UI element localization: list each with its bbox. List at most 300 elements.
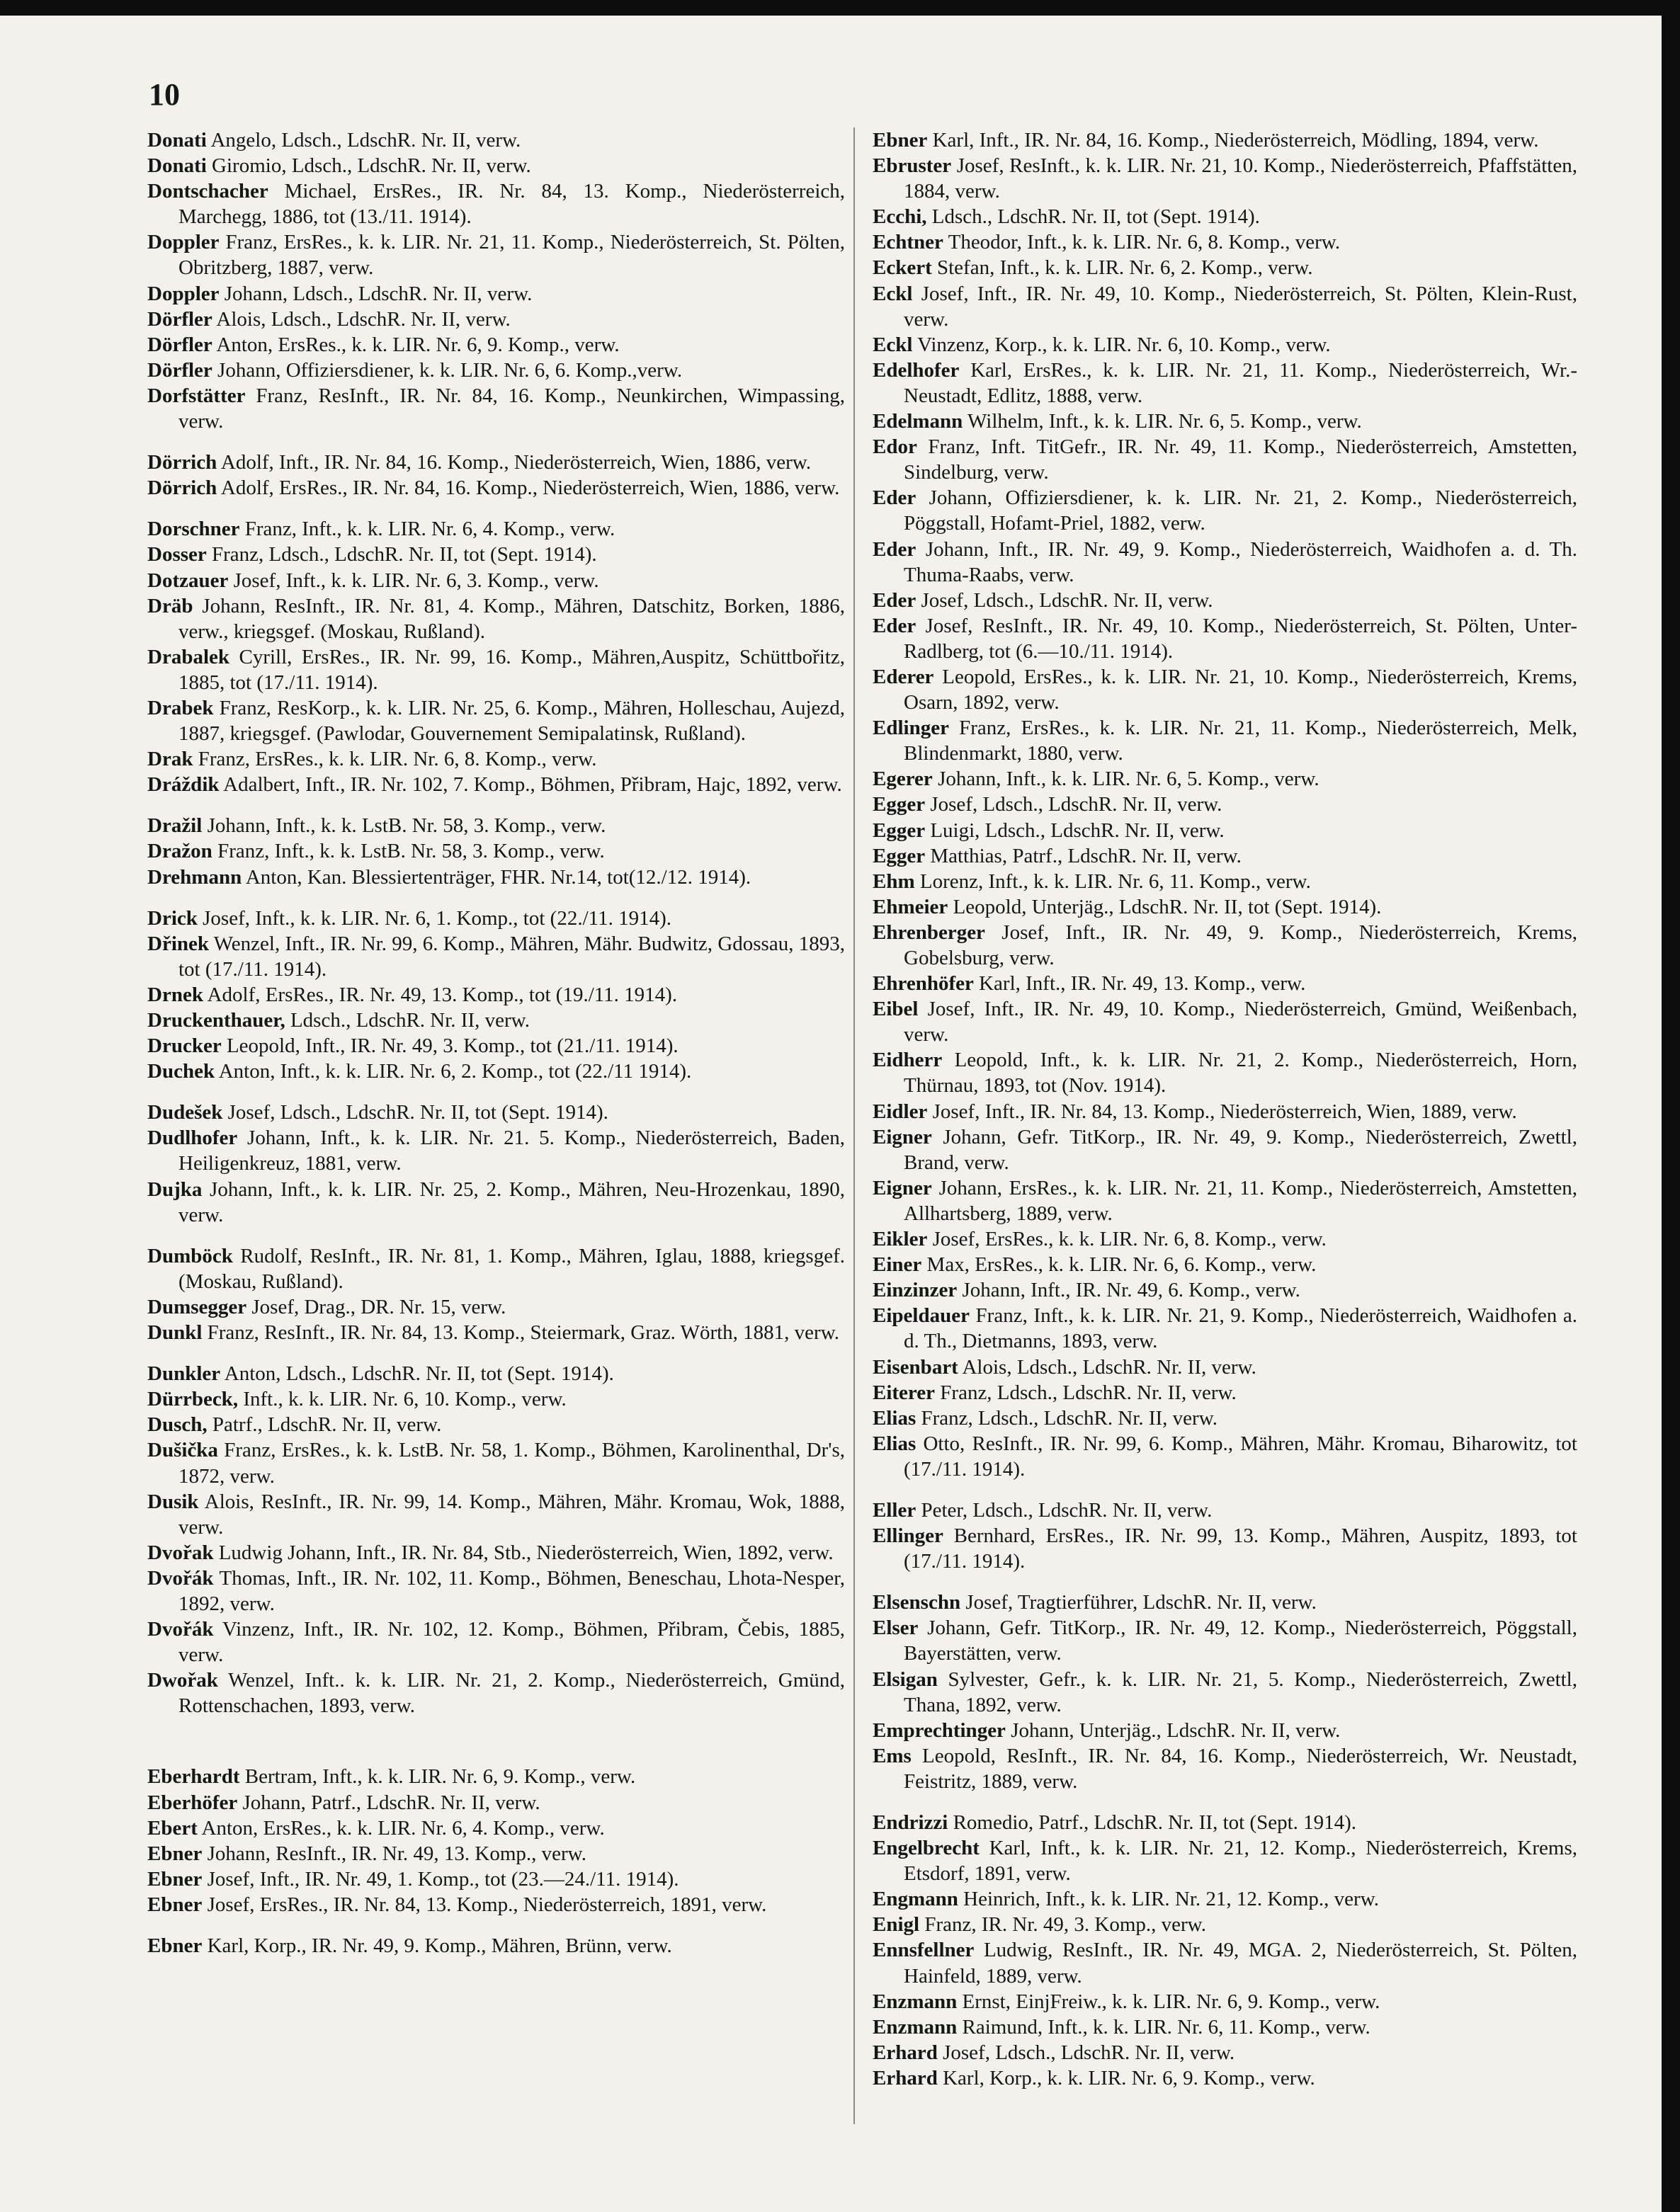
entry-surname: Egger: [873, 819, 926, 842]
entry-surname: Eckl: [873, 333, 913, 356]
entry-surname: Doppler: [147, 231, 220, 254]
list-entry: [873, 1743, 1577, 1794]
entry-details: Karl, Korp., k. k. LIR. Nr. 6, 9. Komp., verw.: [937, 2066, 1315, 2090]
list-entry: [873, 1406, 1577, 1431]
list-entry: [147, 383, 845, 434]
entry-surname: Drabalek: [147, 645, 229, 668]
entry-surname: Dražil: [147, 814, 203, 838]
list-entry: [147, 1815, 845, 1841]
entry-surname: Elsenschn: [873, 1591, 961, 1614]
entry-surname: Eidherr: [873, 1049, 943, 1072]
entry-surname: Dunkl: [147, 1321, 203, 1345]
entry-details: Karl, Inft., IR. Nr. 84, 16. Komp., Niederösterreich, Mödling, 1894, verw.: [927, 129, 1539, 152]
list-entry: [147, 982, 845, 1008]
entry-details: Johann, Inft., k. k. LIR. Nr. 6, 5. Komp., verw.: [932, 768, 1319, 791]
entry-details: Josef, Ldsch., LdschR. Nr. II, verw.: [925, 793, 1222, 816]
entry-details: Johann, Inft., k. k. LstB. Nr. 58, 3. Komp., verw.: [202, 814, 606, 838]
entry-surname: Enzmann: [873, 1990, 958, 2013]
entry-details: Karl, Inft., k. k. LIR. Nr. 21, 12. Komp., Niederösterreich, Krems, Etsdorf, 1891, verw.: [904, 1837, 1577, 1886]
entry-details: Josef, Ldsch., LdschR. Nr. II, tot (Sept. 1914).: [222, 1101, 608, 1124]
list-entry: [147, 1361, 845, 1386]
list-entry: [873, 281, 1577, 332]
entry-surname: Eigner: [873, 1176, 932, 1199]
list-entry: [873, 1124, 1577, 1175]
list-entry: [147, 746, 845, 772]
list-entry: [147, 1566, 845, 1617]
entry-surname: Elsigan: [873, 1667, 938, 1691]
list-entry: [873, 792, 1577, 817]
entry-details: Romedio, Patrf., LdschR. Nr. II, tot (Sept. 1914).: [948, 1811, 1357, 1834]
entry-surname: Edelmann: [873, 410, 963, 433]
entry-details: Karl, Korp., IR. Nr. 49, 9. Komp., Mähren, Brünn, verw.: [202, 1934, 672, 1957]
entry-surname: Engmann: [873, 1888, 958, 1911]
entry-surname: Ebner: [147, 1893, 203, 1916]
list-entry: [147, 568, 845, 593]
entry-details: Johann, Offiziersdiener, k. k. LIR. Nr. 6, 6. Komp.,verw.: [212, 358, 683, 382]
entry-details: Wilhelm, Inft., k. k. LIR. Nr. 6, 5. Komp., verw.: [963, 410, 1362, 433]
entry-surname: Dorschner: [147, 518, 240, 541]
entry-surname: Dürrbeck,: [147, 1388, 239, 1411]
list-entry: [147, 1125, 845, 1176]
entry-details: Anton, ErsRes., k. k. LIR. Nr. 6, 9. Komp., verw.: [212, 333, 620, 356]
list-entry: [873, 1615, 1577, 1666]
entry-details: Alois, ResInft., IR. Nr. 99, 14. Komp., Mähren, Mähr. Kromau, Wok, 1888, verw.: [178, 1490, 845, 1539]
right-column: [873, 127, 1577, 2091]
entry-details: Ldsch., LdschR. Nr. II, verw.: [285, 1009, 530, 1032]
entry-details: Franz, Inft., k. k. LIR. Nr. 21, 9. Komp., Niederösterreich, Waidhofen a. d. Th., Dietmanns, 1893, verw.: [904, 1304, 1577, 1353]
list-entry: [147, 1033, 845, 1059]
list-entry: [873, 894, 1577, 920]
entry-details: Matthias, Patrf., LdschR. Nr. II, verw.: [925, 844, 1242, 867]
entry-details: Luigi, Ldsch., LdschR. Nr. II, verw.: [925, 819, 1225, 842]
list-entry: [873, 1355, 1577, 1380]
entry-surname: Doppler: [147, 282, 220, 305]
entry-details: Sylvester, Gefr., k. k. LIR. Nr. 21, 5. Komp., Niederösterreich, Zwettl, Thana, 1892, verw.: [904, 1667, 1577, 1716]
list-entry: [147, 358, 845, 383]
entry-surname: Ennsfellner: [873, 1939, 975, 1962]
entry-details: Karl, ErsRes., k. k. LIR. Nr. 21, 11. Komp., Niederösterreich, Wr.-Neustadt, Edlitz, 1888, verw.: [904, 358, 1577, 407]
entry-details: Theodor, Inft., k. k. LIR. Nr. 6, 8. Komp., verw.: [943, 231, 1341, 254]
entry-surname: Ehrenhöfer: [873, 972, 974, 996]
entry-details: Bertram, Inft., k. k. LIR. Nr. 6, 9. Komp., verw.: [239, 1765, 636, 1789]
list-entry: [873, 1835, 1577, 1886]
entry-surname: Dräb: [147, 594, 193, 617]
entry-details: Franz, ErsRes., k. k. LIR. Nr. 21, 11. Komp., Niederösterreich, Melk, Blindenmarkt, 1880, verw.: [904, 717, 1577, 765]
entry-surname: Ebner: [147, 1842, 203, 1865]
entry-details: Josef, Inft., IR. Nr. 49, 1. Komp., tot (23.—24./11. 1914).: [202, 1867, 679, 1891]
list-entry: [147, 1294, 845, 1320]
list-entry: [147, 1177, 845, 1228]
list-entry: [873, 229, 1577, 255]
entry-surname: Dudlhofer: [147, 1127, 238, 1150]
entry-details: Josef, Drag., DR. Nr. 15, verw.: [246, 1295, 506, 1318]
entry-details: Vinzenz, Inft., IR. Nr. 102, 12. Komp., Böhmen, Přibram, Čebis, 1885, verw.: [178, 1618, 845, 1667]
entry-details: Ldsch., LdschR. Nr. II, tot (Sept. 1914).: [926, 205, 1260, 229]
entry-surname: Dudešek: [147, 1101, 223, 1124]
entry-surname: Ems: [873, 1744, 912, 1767]
entry-surname: Eikler: [873, 1228, 928, 1251]
entry-surname: Eckert: [873, 256, 932, 280]
entry-surname: Donati: [147, 129, 207, 152]
entry-surname: Edlinger: [873, 717, 949, 740]
entry-details: Anton, Inft., k. k. LIR. Nr. 6, 2. Komp., tot (22./11 1914).: [215, 1060, 692, 1083]
entry-surname: Edelhofer: [873, 358, 960, 382]
list-entry: [873, 920, 1577, 971]
entry-details: Josef, Inft., k. k. LIR. Nr. 6, 3. Komp., verw.: [228, 569, 599, 592]
entry-details: Cyrill, ErsRes., IR. Nr. 99, 16. Komp., Mähren,Auspitz, Schüttbořitz, 1885, tot (17./11. 1914).: [178, 645, 845, 694]
entry-details: Leopold, ErsRes., k. k. LIR. Nr. 21, 10. Komp., Niederösterreich, Krems, Osarn, 1892, verw.: [904, 665, 1577, 714]
entry-details: Thomas, Inft., IR. Nr. 102, 11. Komp., Böhmen, Beneschau, Lhota-Nesper, 1892, verw.: [178, 1566, 845, 1615]
entry-surname: Drehmann: [147, 865, 242, 889]
entry-details: Josef, Ldsch., LdschR. Nr. II, verw.: [916, 588, 1213, 612]
entry-details: Josef, ErsRes., k. k. LIR. Nr. 6, 8. Komp., verw.: [927, 1228, 1327, 1251]
list-entry: [147, 1437, 845, 1488]
list-entry: [147, 1412, 845, 1437]
entry-details: Max, ErsRes., k. k. LIR. Nr. 6, 6. Komp., verw.: [921, 1253, 1317, 1277]
entry-details: Josef, ResInft., k. k. LIR. Nr. 21, 10. Komp., Niederösterreich, Pfaffstätten, 1884, verw.: [904, 154, 1577, 203]
entry-surname: Ebner: [147, 1867, 203, 1891]
list-entry: [873, 1047, 1577, 1098]
entry-surname: Elser: [873, 1617, 919, 1640]
entry-surname: Dotzauer: [147, 569, 229, 592]
entry-surname: Dvořak: [147, 1541, 214, 1564]
list-entry: [873, 1303, 1577, 1354]
list-entry: [873, 1175, 1577, 1226]
entry-surname: Dvořák: [147, 1566, 214, 1590]
entry-details: Franz, ErsRes., k. k. LIR. Nr. 6, 8. Komp., verw.: [193, 748, 597, 771]
entry-details: Ernst, EinjFreiw., k. k. LIR. Nr. 6, 9. Komp., verw.: [957, 1990, 1380, 2013]
list-entry: [147, 281, 845, 307]
entry-surname: Duchek: [147, 1060, 215, 1083]
list-entry: [873, 1937, 1577, 1988]
entry-details: Johann, Inft., IR. Nr. 49, 9. Komp., Niederösterreich, Waidhofen a. d. Th. Thuma-Raabs, verw.: [904, 537, 1577, 586]
entry-details: Johann, Inft., IR. Nr. 49, 6. Komp., verw.: [957, 1279, 1300, 1302]
entry-surname: Dörrich: [147, 451, 217, 474]
entry-surname: Drak: [147, 748, 193, 771]
entry-surname: Dorfstätter: [147, 384, 246, 407]
entry-details: Johann, Gefr. TitKorp., IR. Nr. 49, 9. Komp., Niederösterreich, Zwettl, Brand, verw.: [904, 1125, 1577, 1174]
entry-details: Franz, Inft., k. k. LstB. Nr. 58, 3. Komp., verw.: [212, 840, 605, 863]
entry-surname: Donati: [147, 154, 207, 178]
list-entry: [873, 588, 1577, 613]
entry-surname: Dosser: [147, 543, 207, 566]
list-entry: [873, 2065, 1577, 2091]
list-entry: [873, 1277, 1577, 1303]
entry-surname: Dunkler: [147, 1362, 221, 1386]
entry-surname: Dwořak: [147, 1669, 218, 1692]
entry-surname: Eibel: [873, 998, 919, 1021]
entry-details: Anton, ErsRes., k. k. LIR. Nr. 6, 4. Komp., verw.: [197, 1816, 605, 1840]
entry-details: Bernhard, ErsRes., IR. Nr. 99, 13. Komp., Mähren, Auspitz, 1893, tot (17./11. 1914).: [904, 1524, 1577, 1573]
entry-details: Patrf., LdschR. Nr. II, verw.: [207, 1413, 442, 1437]
entry-surname: Erhard: [873, 2041, 938, 2064]
entry-details: Leopold, ResInft., IR. Nr. 84, 16. Komp., Niederösterreich, Wr. Neustadt, Feistritz, 1889, verw.: [904, 1744, 1577, 1793]
entry-surname: Dujka: [147, 1178, 203, 1201]
entry-details: Stefan, Inft., k. k. LIR. Nr. 6, 2. Komp., verw.: [931, 256, 1313, 280]
list-entry: [873, 843, 1577, 869]
list-entry: [873, 2014, 1577, 2040]
list-entry: [873, 1431, 1577, 1482]
entry-surname: Echtner: [873, 231, 943, 254]
list-entry: [147, 838, 845, 864]
entry-details: Josef, Inft., IR. Nr. 49, 10. Komp., Niederösterreich, Gmünd, Weißenbach, verw.: [904, 998, 1577, 1047]
entry-details: Josef, Inft., IR. Nr. 84, 13. Komp., Niederösterreich, Wien, 1889, verw.: [927, 1100, 1517, 1123]
entry-surname: Ehmeier: [873, 895, 948, 918]
entry-surname: Dvořák: [147, 1618, 214, 1641]
entry-details: Leopold, Inft., IR. Nr. 49, 3. Komp., tot (21./11. 1914).: [221, 1034, 679, 1058]
entry-surname: Eipeldauer: [873, 1304, 970, 1328]
entry-surname: Elias: [873, 1406, 916, 1430]
list-entry: [873, 1912, 1577, 1937]
entry-surname: Dumböck: [147, 1244, 233, 1267]
entry-surname: Dörfler: [147, 307, 212, 331]
entry-details: Angelo, Ldsch., LdschR. Nr. II, verw.: [206, 129, 521, 152]
entry-surname: Eder: [873, 588, 916, 612]
list-entry: [873, 127, 1577, 153]
entry-surname: Eberhöfer: [147, 1791, 238, 1814]
entry-details: Otto, ResInft., IR. Nr. 99, 6. Komp., Mähren, Mähr. Kromau, Biharowitz, tot (17./11. 1914).: [904, 1432, 1577, 1481]
entry-surname: Emprechtinger: [873, 1718, 1006, 1742]
list-entry: [873, 1252, 1577, 1277]
entry-details: Adolf, ErsRes., IR. Nr. 49, 13. Komp., tot (19./11. 1914).: [203, 983, 678, 1006]
entry-details: Franz, Ldsch., LdschR. Nr. II, tot (Sept. 1914).: [206, 543, 597, 566]
entry-surname: Ehrenberger: [873, 920, 985, 944]
list-entry: [147, 178, 845, 229]
entry-details: Inft., k. k. LIR. Nr. 6, 10. Komp., verw.: [238, 1388, 567, 1411]
entry-details: Franz, ResInft., IR. Nr. 84, 13. Komp., Steiermark, Graz. Wörth, 1881, verw.: [202, 1321, 840, 1345]
list-entry: [873, 1380, 1577, 1406]
entry-details: Johann, Inft., k. k. LIR. Nr. 25, 2. Komp., Mähren, Neu-Hrozenkau, 1890, verw.: [178, 1178, 845, 1226]
entry-surname: Elias: [873, 1432, 916, 1455]
list-entry: [873, 409, 1577, 434]
list-entry: [873, 537, 1577, 588]
entry-details: Johann, Gefr. TitKorp., IR. Nr. 49, 12. Komp., Niederösterreich, Pöggstall, Bayerstätten, verw.: [904, 1617, 1577, 1665]
list-entry: [147, 1617, 845, 1667]
entry-details: Franz, ErsRes., k. k. LIR. Nr. 21, 11. Komp., Niederösterreich, St. Pölten, Obritzberg, 1887, verw.: [178, 231, 845, 280]
entry-details: Franz, Ldsch., LdschR. Nr. II, verw.: [916, 1406, 1218, 1430]
list-entry: [873, 1590, 1577, 1615]
entry-surname: Dráždik: [147, 773, 220, 797]
list-entry: [873, 971, 1577, 996]
entry-details: Adolf, ErsRes., IR. Nr. 84, 16. Komp., Niederösterreich, Wien, 1886, verw.: [217, 477, 840, 500]
entry-surname: Ederer: [873, 665, 934, 688]
entry-details: Franz, ResInft., IR. Nr. 84, 16. Komp., Neunkirchen, Wimpassing, verw.: [178, 384, 845, 433]
entry-surname: Eiterer: [873, 1381, 936, 1404]
entry-details: Giromio, Ldsch., LdschR. Nr. II, verw.: [206, 154, 531, 178]
list-entry: [873, 1886, 1577, 1912]
entry-surname: Eder: [873, 486, 916, 510]
entry-surname: Dusch,: [147, 1413, 208, 1437]
list-entry: [147, 644, 845, 695]
list-entry: [147, 695, 845, 746]
entry-details: Leopold, Unterjäg., LdschR. Nr. II, tot (Sept. 1914).: [948, 895, 1382, 918]
entry-surname: Edor: [873, 435, 917, 459]
entry-details: Josef, Tragtierführer, LdschR. Nr. II, verw.: [960, 1591, 1317, 1614]
list-entry: [147, 332, 845, 358]
entry-details: Johann, Inft., k. k. LIR. Nr. 21. 5. Komp., Niederösterreich, Baden, Heiligenkreuz, 1881, verw.: [178, 1127, 845, 1175]
entry-details: Johann, Offiziersdiener, k. k. LIR. Nr. 21, 2. Komp., Niederösterreich, Pöggstall, Hofamt-Priel, 1882, verw.: [904, 486, 1577, 535]
list-entry: [147, 1320, 845, 1345]
entry-details: Josef, ErsRes., IR. Nr. 84, 13. Komp., Niederösterreich, 1891, verw.: [202, 1893, 767, 1916]
list-entry: [147, 1386, 845, 1412]
list-entry: [873, 332, 1577, 358]
list-entry: [147, 1933, 845, 1959]
list-entry: [147, 1892, 845, 1917]
list-entry: [873, 715, 1577, 766]
list-entry: [147, 450, 845, 475]
entry-surname: Endrizzi: [873, 1811, 948, 1834]
list-entry: [873, 1099, 1577, 1124]
list-entry: [147, 1667, 845, 1718]
entry-surname: Eller: [873, 1498, 916, 1522]
entry-surname: Drucker: [147, 1034, 222, 1058]
list-entry: [147, 772, 845, 797]
entry-surname: Einer: [873, 1253, 922, 1277]
list-entry: [873, 869, 1577, 894]
list-entry: [147, 1489, 845, 1540]
entry-details: Franz, ResKorp., k. k. LIR. Nr. 25, 6. Komp., Mähren, Holleschau, Aujezd, 1887, kriegsgef. (Pawlodar, Gouvernement Semipalatinsk, Rußland).: [178, 696, 845, 746]
list-entry: [873, 2040, 1577, 2065]
list-entry: [147, 542, 845, 567]
list-entry: [873, 664, 1577, 715]
list-entry: [147, 307, 845, 332]
entry-details: Vinzenz, Korp., k. k. LIR. Nr. 6, 10. Komp., verw.: [912, 333, 1331, 356]
entry-details: Johann, Ldsch., LdschR. Nr. II, verw.: [219, 282, 533, 305]
entry-surname: Dontschacher: [147, 180, 268, 203]
list-entry: [873, 1810, 1577, 1835]
entry-surname: Egger: [873, 793, 926, 816]
list-entry: [147, 1008, 845, 1033]
list-entry: [147, 153, 845, 178]
list-entry: [873, 766, 1577, 792]
entry-details: Karl, Inft., IR. Nr. 49, 13. Komp., verw.: [973, 972, 1306, 996]
list-entry: [873, 1523, 1577, 1574]
entry-surname: Druckenthauer,: [147, 1009, 285, 1032]
entry-surname: Erhard: [873, 2066, 938, 2090]
entry-details: Raimund, Inft., k. k. LIR. Nr. 6, 11. Komp., verw.: [957, 2015, 1370, 2039]
entry-surname: Drabek: [147, 696, 214, 719]
entry-surname: Einzinzer: [873, 1279, 958, 1302]
entry-details: Ludwig, ResInft., IR. Nr. 49, MGA. 2, Niederösterreich, St. Pölten, Hainfeld, 1889, verw.: [904, 1939, 1577, 1988]
entry-surname: Egerer: [873, 768, 933, 791]
list-entry: [873, 153, 1577, 204]
list-entry: [147, 1790, 845, 1815]
list-entry: [147, 1764, 845, 1789]
entry-details: Johann, ErsRes., k. k. LIR. Nr. 21, 11. Komp., Niederösterreich, Amstetten, Allhartsberg, 1889, verw.: [904, 1176, 1577, 1225]
entry-surname: Ebner: [147, 1934, 203, 1957]
entry-details: Franz, IR. Nr. 49, 3. Komp., verw.: [919, 1913, 1206, 1937]
entry-surname: Ellinger: [873, 1524, 943, 1548]
list-entry: [873, 613, 1577, 664]
entry-details: Lorenz, Inft., k. k. LIR. Nr. 6, 11. Komp., verw.: [914, 870, 1311, 893]
entry-surname: Enzmann: [873, 2015, 958, 2039]
entry-details: Josef, Ldsch., LdschR. Nr. II, verw.: [937, 2041, 1235, 2064]
entry-surname: Ebruster: [873, 154, 952, 178]
entry-surname: Dřinek: [147, 932, 209, 955]
section-break: [147, 1718, 845, 1764]
list-entry: [147, 1243, 845, 1294]
list-entry: [873, 1226, 1577, 1252]
list-entry: [147, 475, 845, 501]
entry-details: Franz, ErsRes., k. k. LstB. Nr. 58, 1. Komp., Böhmen, Karolinenthal, Dr's, 1872, verw.: [178, 1439, 845, 1488]
entry-details: Alois, Ldsch., LdschR. Nr. II, verw.: [958, 1355, 1256, 1379]
list-entry: [147, 229, 845, 280]
list-entry: [147, 1866, 845, 1892]
entry-surname: Dušička: [147, 1439, 218, 1462]
entry-details: Johann, Unterjäg., LdschR. Nr. II, verw.: [1005, 1718, 1341, 1742]
entry-details: Alois, Ldsch., LdschR. Nr. II, verw.: [212, 307, 511, 331]
list-entry: [147, 931, 845, 982]
entry-details: Michael, ErsRes., IR. Nr. 84, 13. Komp., Niederösterreich, Marchegg, 1886, tot (13./11. 1914).: [178, 180, 845, 229]
entry-details: Adalbert, Inft., IR. Nr. 102, 7. Komp., Böhmen, Přibram, Hajc, 1892, verw.: [219, 773, 842, 797]
list-entry: [873, 1667, 1577, 1718]
entry-surname: Drnek: [147, 983, 203, 1006]
left-column: [147, 127, 845, 1959]
scan-border-top: [0, 0, 1680, 16]
entry-surname: Eisenbart: [873, 1355, 958, 1379]
entry-surname: Dörfler: [147, 333, 212, 356]
entry-details: Peter, Ldsch., LdschR. Nr. II, verw.: [916, 1498, 1213, 1522]
list-entry: [873, 485, 1577, 536]
entry-surname: Dörrich: [147, 477, 217, 500]
entry-surname: Enigl: [873, 1913, 920, 1937]
entry-surname: Eder: [873, 537, 916, 561]
entry-details: Franz, Inft. TitGefr., IR. Nr. 49, 11. Komp., Niederösterreich, Amstetten, Sindelburg, verw.: [904, 435, 1577, 484]
entry-details: Franz, Ldsch., LdschR. Nr. II, verw.: [935, 1381, 1237, 1404]
list-entry: [873, 1989, 1577, 2014]
entry-surname: Ebner: [873, 129, 928, 152]
list-entry: [873, 1498, 1577, 1523]
entry-surname: Eigner: [873, 1125, 932, 1148]
column-divider: [853, 127, 855, 2124]
list-entry: [873, 255, 1577, 280]
entry-surname: Eberhardt: [147, 1765, 240, 1789]
list-entry: [147, 127, 845, 153]
list-entry: [147, 906, 845, 931]
entry-details: Wenzel, Inft., IR. Nr. 99, 6. Komp., Mähren, Mähr. Budwitz, Gdossau, 1893, tot (17./11. 1914).: [178, 932, 845, 981]
entry-details: Franz, Inft., k. k. LIR. Nr. 6, 4. Komp., verw.: [239, 518, 615, 541]
entry-surname: Dumsegger: [147, 1295, 247, 1318]
entry-surname: Ecchi,: [873, 205, 927, 229]
entry-details: Rudolf, ResInft., IR. Nr. 81, 1. Komp., Mähren, Iglau, 1888, kriegsgef. (Moskau, Rußland).: [178, 1244, 845, 1293]
entry-details: Josef, Inft., IR. Nr. 49, 10. Komp., Niederösterreich, St. Pölten, Klein-Rust, verw.: [904, 282, 1577, 331]
list-entry: [147, 865, 845, 890]
entry-surname: Engelbrecht: [873, 1837, 980, 1860]
entry-surname: Eidler: [873, 1100, 928, 1123]
list-entry: [873, 1718, 1577, 1743]
list-entry: [147, 593, 845, 644]
entry-surname: Dusik: [147, 1490, 199, 1513]
entry-details: Ludwig Johann, Inft., IR. Nr. 84, Stb., Niederösterreich, Wien, 1892, verw.: [213, 1541, 834, 1564]
list-entry: [147, 1100, 845, 1125]
entry-details: Johann, Patrf., LdschR. Nr. II, verw.: [237, 1791, 540, 1814]
entry-details: Josef, ResInft., IR. Nr. 49, 10. Komp., Niederösterreich, St. Pölten, Unter-Radlberg, tot (6.—10./11. 1914).: [904, 614, 1577, 663]
scan-border-right: [1662, 0, 1680, 2212]
entry-details: Anton, Ldsch., LdschR. Nr. II, tot (Sept. 1914).: [220, 1362, 614, 1386]
entry-surname: Dörfler: [147, 358, 212, 382]
list-entry: [147, 516, 845, 542]
entry-details: Josef, Inft., IR. Nr. 49, 9. Komp., Niederösterreich, Krems, Gobelsburg, verw.: [904, 920, 1577, 969]
list-entry: [873, 434, 1577, 485]
entry-details: Wenzel, Inft.. k. k. LIR. Nr. 21, 2. Komp., Niederösterreich, Gmünd, Rottenschachen, 1893, verw.: [178, 1669, 845, 1718]
entry-surname: Egger: [873, 844, 926, 867]
entry-details: Anton, Kan. Blessiertenträger, FHR. Nr.14, tot(12./12. 1914).: [242, 865, 751, 889]
list-entry: [147, 813, 845, 838]
list-entry: [873, 204, 1577, 229]
page-number: 10: [149, 77, 180, 112]
list-entry: [147, 1841, 845, 1866]
entry-surname: Eckl: [873, 282, 913, 305]
